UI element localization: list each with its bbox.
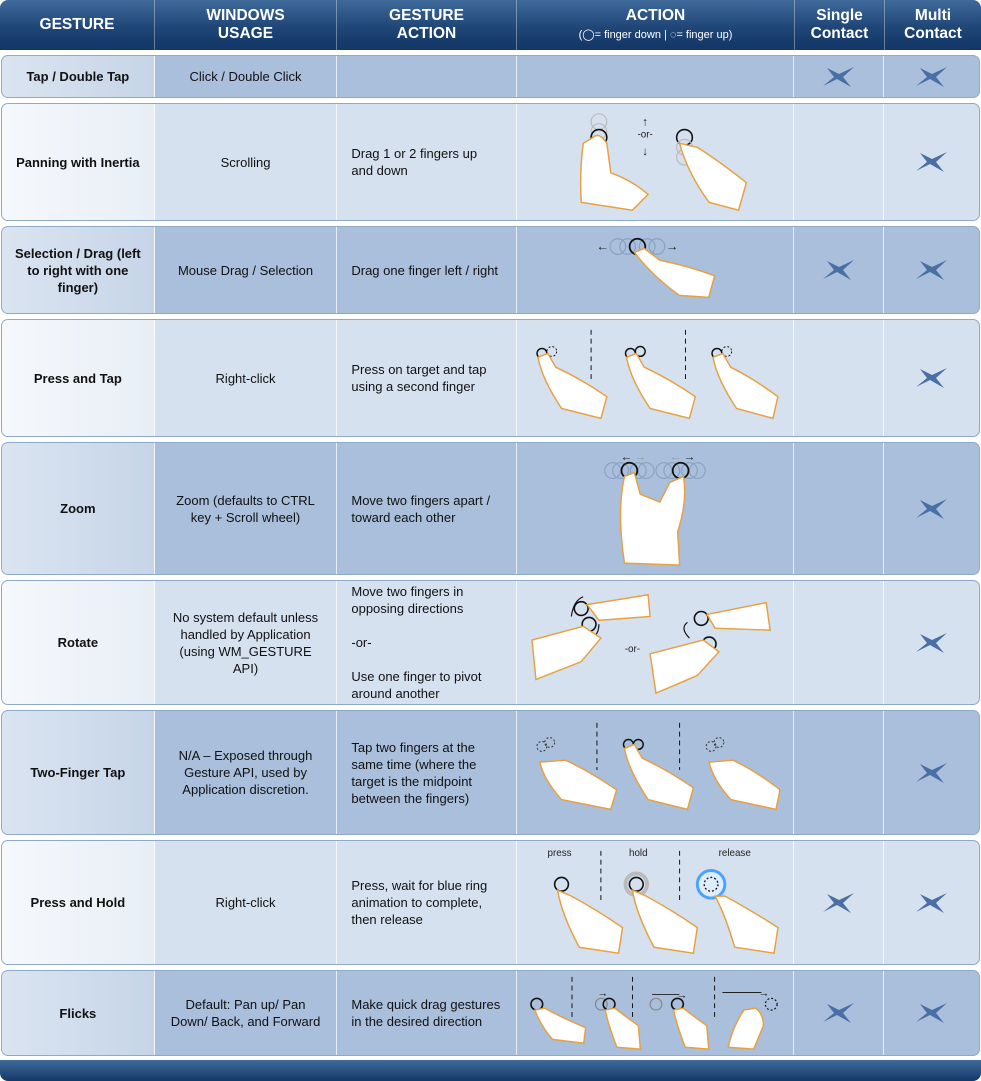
flicks-illustration [520, 971, 790, 1055]
checkmark-star-icon [821, 1001, 857, 1025]
action-illustration [517, 227, 794, 313]
header-action-legend: (◯= finger down | ◌= finger up) [578, 28, 733, 41]
single-contact-cell [794, 227, 884, 313]
gesture-action-text [337, 581, 517, 704]
single-contact-cell [794, 104, 884, 220]
action-illustration [517, 971, 794, 1055]
multi-contact-cell [884, 320, 979, 436]
table-footer [0, 1060, 981, 1081]
header-gesture-action: GESTURE ACTION [337, 0, 517, 50]
checkmark-star-icon [914, 366, 950, 390]
gesture-action-text [337, 320, 517, 436]
action-illustration [517, 711, 794, 834]
or-label: -or- [637, 129, 654, 141]
press-and-hold-illustration [520, 841, 790, 964]
gesture-name: Panning with Inertia [2, 104, 155, 220]
windows-usage: Mouse Drag / Selection [155, 227, 338, 313]
checkmark-star-icon [914, 891, 950, 915]
checkmark-star-icon [914, 631, 950, 655]
single-contact-cell [794, 56, 884, 97]
svg-text:←: ← [596, 239, 610, 254]
svg-text:→: → [758, 987, 770, 1000]
svg-text:→: → [676, 989, 688, 1002]
gesture-name: Two-Finger Tap [2, 711, 155, 834]
single-contact-cell [794, 711, 884, 834]
table-row [1, 442, 980, 575]
checkmark-star-icon [914, 761, 950, 785]
windows-usage: Zoom (defaults to CTRL key + Scroll wheel) [155, 443, 338, 574]
table-header [0, 0, 981, 50]
checkmark-star-icon [914, 258, 950, 282]
multi-contact-cell [884, 711, 979, 834]
gesture-action-text [337, 443, 517, 574]
single-contact-cell [794, 581, 884, 704]
header-single-contact: Single Contact [795, 0, 885, 50]
hold-label: hold [629, 847, 648, 859]
table-row [1, 970, 980, 1056]
or-label: -or- [624, 643, 641, 655]
svg-text:←: ← [669, 449, 682, 464]
rotate-illustration [520, 581, 790, 704]
svg-text:←: ← [620, 449, 633, 464]
single-contact-cell [794, 971, 884, 1055]
multi-contact-cell [884, 971, 979, 1055]
gesture-action-text [337, 841, 517, 964]
gesture-action-label: Drag 1 or 2 fingers up and down [351, 146, 478, 178]
action-illustration [517, 443, 794, 574]
table-row [1, 710, 980, 835]
multi-contact-cell [884, 56, 979, 97]
action-illustration [517, 581, 794, 704]
gesture-action-label: Press on target and tap using a second finger [351, 362, 487, 394]
svg-text:→: → [665, 239, 679, 254]
windows-usage: Default: Pan up/ Pan Down/ Back, and Forward [155, 971, 338, 1055]
single-contact-cell [794, 841, 884, 964]
svg-text:↑: ↑ [642, 115, 649, 129]
table-row [1, 319, 980, 437]
gesture-action-text [337, 227, 517, 313]
gesture-action-label: Press, wait for blue ring animation to complete, then release [351, 878, 488, 927]
svg-text:→: → [634, 449, 647, 464]
multi-contact-cell [884, 227, 979, 313]
windows-usage: Right-click [155, 320, 338, 436]
action-illustration [517, 320, 794, 436]
single-contact-cell [794, 443, 884, 574]
checkmark-star-icon [821, 891, 857, 915]
header-action-group [517, 0, 795, 50]
table-row [1, 580, 980, 705]
windows-usage: No system default unless handled by Application (using WM_GESTURE API) [155, 581, 338, 704]
gesture-name: Flicks [2, 971, 155, 1055]
multi-contact-cell [884, 841, 979, 964]
action-illustration [517, 56, 794, 97]
header-multi-contact: Multi Contact [904, 7, 962, 42]
windows-usage: Right-click [155, 841, 338, 964]
gesture-action-label: Move two fingers in opposing directions -or- Use one finger to pivot around another [351, 584, 482, 701]
header-windows-usage: WINDOWS USAGE [155, 0, 337, 50]
multi-contact-cell [884, 104, 979, 220]
gesture-action-text [337, 56, 517, 97]
table-row [1, 840, 980, 965]
gesture-name: Selection / Drag (left to right with one finger) [2, 227, 155, 313]
checkmark-star-icon [914, 150, 950, 174]
gesture-action-text [337, 971, 517, 1055]
gesture-action-text [337, 711, 517, 834]
windows-usage: Click / Double Click [155, 56, 338, 97]
gesture-action-label: Drag one finger left / right [351, 262, 499, 278]
two-finger-tap-illustration [520, 711, 790, 834]
multi-contact-cell [884, 443, 979, 574]
table-row [1, 55, 980, 98]
windows-usage: N/A – Exposed through Gesture API, used by Application discretion. [155, 711, 338, 834]
press-and-tap-illustration [520, 320, 790, 436]
table-row [1, 226, 980, 314]
gesture-name: Press and Tap [2, 320, 155, 436]
windows-usage: Scrolling [155, 104, 338, 220]
header-gesture: GESTURE [0, 0, 155, 50]
action-illustration [517, 841, 794, 964]
gesture-name: Zoom [2, 443, 155, 574]
checkmark-star-icon [914, 497, 950, 521]
drag-illustration [520, 227, 790, 313]
checkmark-star-icon [914, 1001, 950, 1025]
gesture-name: Press and Hold [2, 841, 155, 964]
svg-text:→: → [597, 987, 609, 1000]
gesture-action-label: Move two fingers apart / toward each other [351, 492, 491, 525]
gesture-action-label: Make quick drag gestures in the desired direction [351, 997, 501, 1029]
press-label: press [547, 847, 572, 859]
panning-illustration [520, 104, 790, 220]
zoom-illustration [520, 443, 790, 574]
gesture-name: Rotate [2, 581, 155, 704]
action-illustration [517, 104, 794, 220]
checkmark-star-icon [914, 65, 950, 89]
table-row [1, 103, 980, 221]
multi-contact-cell [884, 581, 979, 704]
gesture-action-label: Tap two fingers at the same time (where the target is the midpoint between the fingers) [351, 739, 477, 806]
single-contact-cell [794, 320, 884, 436]
gesture-name: Tap / Double Tap [2, 56, 155, 97]
gesture-action-text [337, 104, 517, 220]
checkmark-star-icon [821, 65, 857, 89]
checkmark-star-icon [821, 258, 857, 282]
header-action: ACTION [625, 6, 686, 24]
svg-text:→: → [683, 449, 696, 464]
release-label: release [718, 847, 752, 859]
svg-text:↓: ↓ [642, 145, 649, 159]
